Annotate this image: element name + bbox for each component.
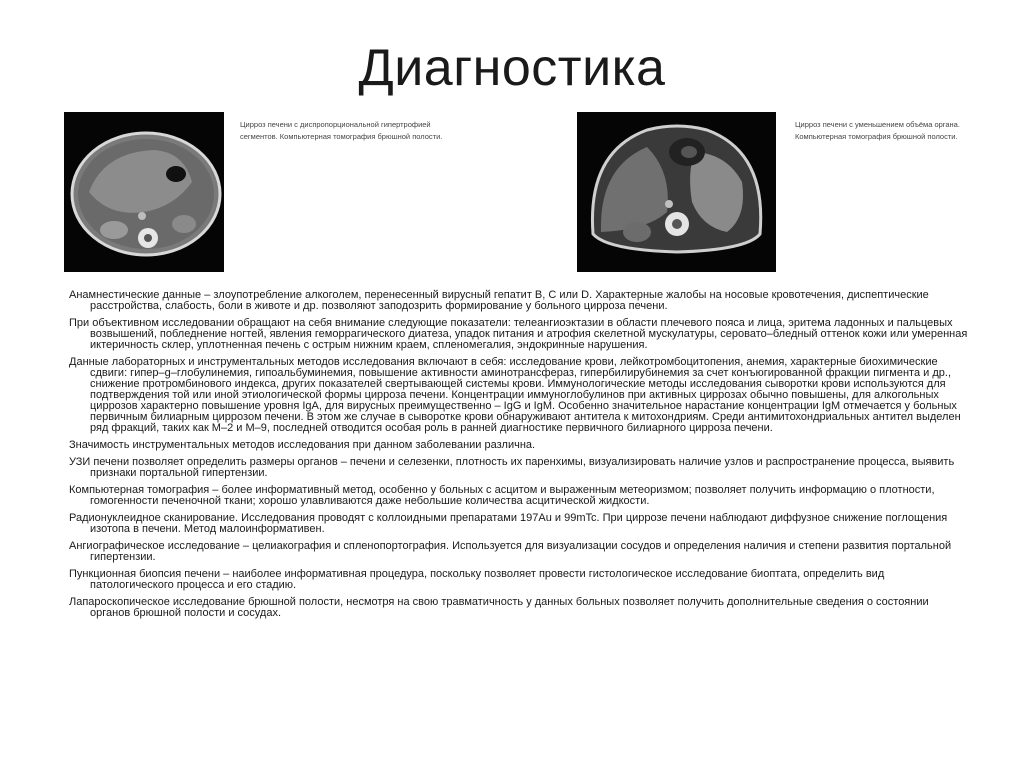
paragraph-laparoscopy: Лапароскопическое исследование брюшной полости, несмотря на свою травматичность у данных больных позволяет получить дополнительные сведения о состоянии органов брюшной полости и сосудах. (69, 596, 929, 619)
paragraph-radionuclide: Радионуклеидное сканирование. Исследования проводят с коллоидными препаратами 197Au и 99mTc. При циррозе печени наблюдают диффузное снижение поглощения изотопа в печени. Метод малоинформативен. (69, 512, 948, 535)
paragraph-angiography: Ангиографическое исследование – целиакография и спленопортография. Используется для визуализации сосудов и определения наличия и степени развития портальной гипертензии. (69, 540, 952, 563)
ct-scan-image-2 (577, 112, 776, 272)
ct-scan-icon (577, 112, 776, 272)
ct-scan-image-1 (64, 112, 224, 272)
paragraph-biopsy: Пункционная биопсия печени – наиболее информативная процедура, поскольку позволяет провести гистологическое исследование биоптата, определить вид патологического процесса и его стадию. (69, 568, 885, 591)
paragraph-anamnesis: Анамнестические данные – злоупотребление алкоголем, перенесенный вирусный гепатит B, C или D. Характерные жалобы на носовые кровотечения, диспептические расстройства, слабость, боли в животе и др. позволяют заподозрить формирование у больного цирроза печени. (69, 289, 929, 312)
paragraph-lab-data: Данные лабораторных и инструментальных методов исследования включают в себя: исследование крови, лейкотромбоцитопения, анемия, характерные биохимические сдвиги: гипер–g–глобулинемия, гипоальбуминемия, повышение активности аминотрансфераз, гипербилирубинемия за счет конъюгированной фракции пигмента и др., снижение протромбинового индекса, других показателей свертывающей системы крови. Иммунологические методы исследования сыворотки крови используются для подтверждения той или иной этиологической формы цирроза печени. Концентрации иммуноглобулинов при активных циррозах обычно повышены, для алкогольных циррозов характерно повышение уровня IgA, для вирусных преимущественно – IgG и IgM. Особенно значительное нарастание концентрации IgM отмечается у больных первичным билиарным циррозом печени. В этом же случае в сыворотке крови обнаруживают антитела к митохондриям. Среди антимитохондриальных антител выделен ряд фракций, таких как M–2 и M–9, последней отводится особая роль в ранней диагностике первичного билиарного цирроза печени. (69, 356, 961, 434)
ct-caption-1: Цирроз печени с диспропорциональной гипертрофией сегментов. Компьютерная томография брюшной полости. (240, 120, 443, 141)
paragraph-instrumental-significance: Значимость инструментальных методов исследования при данном заболевании различна. (69, 439, 536, 451)
paragraph-ultrasound: УЗИ печени позволяет определить размеры органов – печени и селезенки, плотность их паренхимы, визуализировать наличие узлов и распространение процесса, выявить признаки портальной гипертензии. (69, 456, 955, 479)
slide-title: Диагностика (358, 39, 666, 97)
ct-scan-icon (64, 112, 224, 272)
diagnostics-text (69, 290, 969, 625)
ct-caption-2: Цирроз печени с уменьшением объёма органа. Компьютерная томография брюшной полости. (795, 120, 960, 141)
paragraph-objective-exam: При объективном исследовании обращают на себя внимание следующие показатели: телеангиоэктазии в области плечевого пояса и лица, эритема ладонных и пальцевых возвышений, побледнение ногтей, явления геморрагического диатеза, упадок питания и атрофия скелетной мускулатуры, серовато–бледный оттенок кожи или умеренная иктеричность склер, уплотненная печень с острым нижним краем, спленомегалия, эндокринные нарушения. (69, 317, 968, 351)
paragraph-ct: Компьютерная томография – более информативный метод, особенно у больных с асцитом и выраженным метеоризмом; позволяет получить информацию о плотности, гомогенности печеночной ткани; хорошо улавливаются даже небольшие количества асцитической жидкости. (69, 484, 935, 507)
